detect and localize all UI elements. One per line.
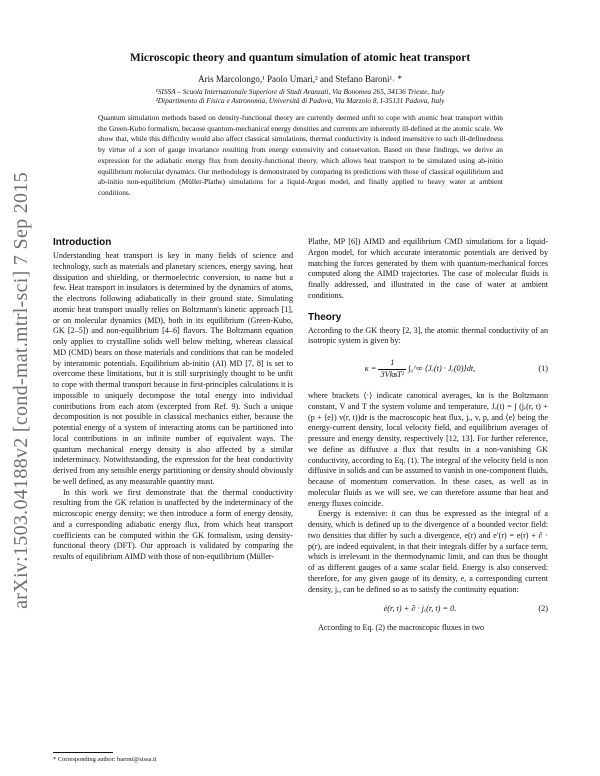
equation-1-lhs: κ = xyxy=(364,363,377,373)
equation-2 xyxy=(308,601,548,617)
section-heading-introduction: Introduction xyxy=(53,237,112,248)
equation-1-rhs: ∫₀^∞ ⟨Jₑ(t) · Jₑ(0)⟩dt, xyxy=(408,363,476,373)
left-column xyxy=(53,237,293,563)
theory-paragraph-4: According to Eq. (2) the macroscopic fluxes in two xyxy=(318,623,485,633)
abstract: Quantum simulation methods based on density-functional theory are currently deemed unfit to cope with atomic heat transport within the Green-Kubo formalism, because quantum-mechanical energy densities and currents are inherently ill-defined at the atomic scale. We show that, while this difficulty would also affect classical simulations, thermal conductivity is indeed insensitive to such ill-definedness by virtue of a sort of gauge invariance resulting from energy extensivity and conservation. Based on these findings, we derive an expression for the adiabatic energy flux from density-functional theory, which allows heat transport to be simulated using ab-initio equilibrium molecular dynamics. Our methodology is demonstrated by comparing its predictions with those of classical equilibrium and ab-initio non-equilibrium (Müller-Plathe) simulations for a liquid-Argon model, and finally applied to heavy water at ambient conditions. xyxy=(98,113,503,197)
affiliation-1: ¹SISSA – Scuola Internazionale Superiore di Studi Avanzati, Via Bonomea 265, 34136 Trieste, Italy xyxy=(155,87,445,96)
theory-paragraph-3: Energy is extensive: it can thus be expressed as the integral of a density, which is defined up to the divergence of a bounded vector field: two densities that differ by such a divergence, e(r) and e′(r) = e(r) + ∂ · p(r), are indeed equivalent, in that their integrals differ by a surface term, which is irrelevant in the thermodynamic limit, and can thus be thought of as different gauges of a same scalar field. Energy is also conserved: therefore, for any given gauge of its density, e, a corresponding current density, jₑ, can be defined so as to satisfy the continuity equation: xyxy=(308,509,548,594)
right-column xyxy=(308,237,548,634)
theory-paragraph-1: According to the GK theory [2, 3], the atomic thermal conductivity of an isotropic system is given by: xyxy=(308,325,548,346)
equation-1-number: (1) xyxy=(538,363,548,373)
affiliation-2: ²Dipartimento di Fisica e Astronomia, Università di Padova, Via Marzolo 8, I-35131 Padova, Italy xyxy=(155,96,445,105)
equation-1-numerator: 1 xyxy=(378,358,406,370)
intro-paragraph-2: In this work we first demonstrate that the thermal conductivity resulting from the GK relation is unaffected by the indeterminacy of the microscopic energy density; we then introduce a form of energy density, and a corresponding adiabatic energy flux, from which heat transport coefficients can be computed within the GK formalism, using density-functional theory (DFT). Our approach is validated by comparing the results of equilibrium AIMD with those of non-equilibrium (Müller- xyxy=(53,487,293,561)
author-list: Aris Marcolongo,¹ Paolo Umari,² and Stefano Baroni¹˒ * xyxy=(198,74,402,84)
section-heading-theory: Theory xyxy=(308,311,342,323)
equation-1-denominator: 3VkʙT² xyxy=(380,369,405,379)
arxiv-watermark xyxy=(6,171,36,609)
paper-title: Microscopic theory and quantum simulation of atomic heat transport xyxy=(129,52,471,64)
footnote: * Corresponding author: baroni@sissa.it xyxy=(53,756,157,763)
intro-paragraph-1: Understanding heat transport is key in many fields of science and technology, such as materials and planetary sciences, energy saving, heat dissipation and shielding, or thermoelectric conversion, to name but a few. Heat transport in insulators is determined by the dynamics of atoms, the electrons following adiabatically in their ground state. Simulating atomic heat transport usually relies on Boltzmann's kinetic approach [1], or on molecular dynamics (MD), both in its equilibrium (Green-Kubo, GK [2–5]) and non-equilibrium [4–6] flavors. The Boltzmann equation only applies to crystalline solids well below melting, whereas classical MD (CMD) bears on those materials and conditions that can be modeled by interatomic potentials. Equilibrium ab-initio (AI) MD [7, 8] is set to overcome these limitations, but it is still surprisingly thought to be unfit to cope with thermal transport because in first-principles calculations it is impossible to uniquely decompose the total energy into individual contributions from each atom (excerpted from Ref. 9). Such a unique decomposition is not possible in classical mechanics either, because the potential energy of a system of interacting atoms can be partitioned into local contributions in an infinite number of equivalent ways. The quantum mechanical energy density is also affected by a similar indeterminacy. Notwithstanding, the expression for the heat conductivity derived from any sensible energy partitioning or density should obviously be well defined, as any measurable quantity must. xyxy=(53,251,293,486)
intro-continuation: Plathe, MP [6]) AIMD and equilibrium CMD simulations for a liquid-Argon model, for which accurate interatomic potentials are derived by matching the forces generated by them with quantum-mechanical forces computed along the AIMD trajectories. The case of molecular fluids is finally addressed, and illustrated in the case of water at ambient conditions. xyxy=(308,237,548,300)
equation-1-body xyxy=(308,358,532,381)
footnote-divider xyxy=(53,752,113,753)
arxiv-id: arXiv:1503.04188v2 [cond-mat.mtrl-sci] 7 Sep 2015 xyxy=(9,171,32,609)
equation-2-number: (2) xyxy=(538,603,548,613)
theory-paragraph-2: where brackets ⟨·⟩ indicate canonical averages, kʙ is the Boltzmann constant, V and T the system volume and temperature, Jₑ(t) = ∫ (jₑ(r, t) + (p + ⟨e⟩) v(r, t))dr is the macroscopic heat flux, jₑ, v, p, and ⟨e⟩ being the energy-current density, local velocity field, and equilibrium averages of pressure and energy density, respectively [12, 13]. For further reference, we define as diffusive a flux that results in a non-vanishing GK conductivity, according to Eq. (1). The integral of the velocity field is non diffusive in solids and can be assumed to vanish in one-component fluids, because of momentum conservation. In these cases, as well as in molecular fluids as we will see, we can therefore assume that heat and energy fluxes coincide. xyxy=(308,391,548,508)
equation-1-fraction xyxy=(378,358,406,381)
equation-1 xyxy=(308,353,548,385)
equation-2-body: ė(r, t) + ∂ · jₑ(r, t) = 0. xyxy=(383,603,457,613)
